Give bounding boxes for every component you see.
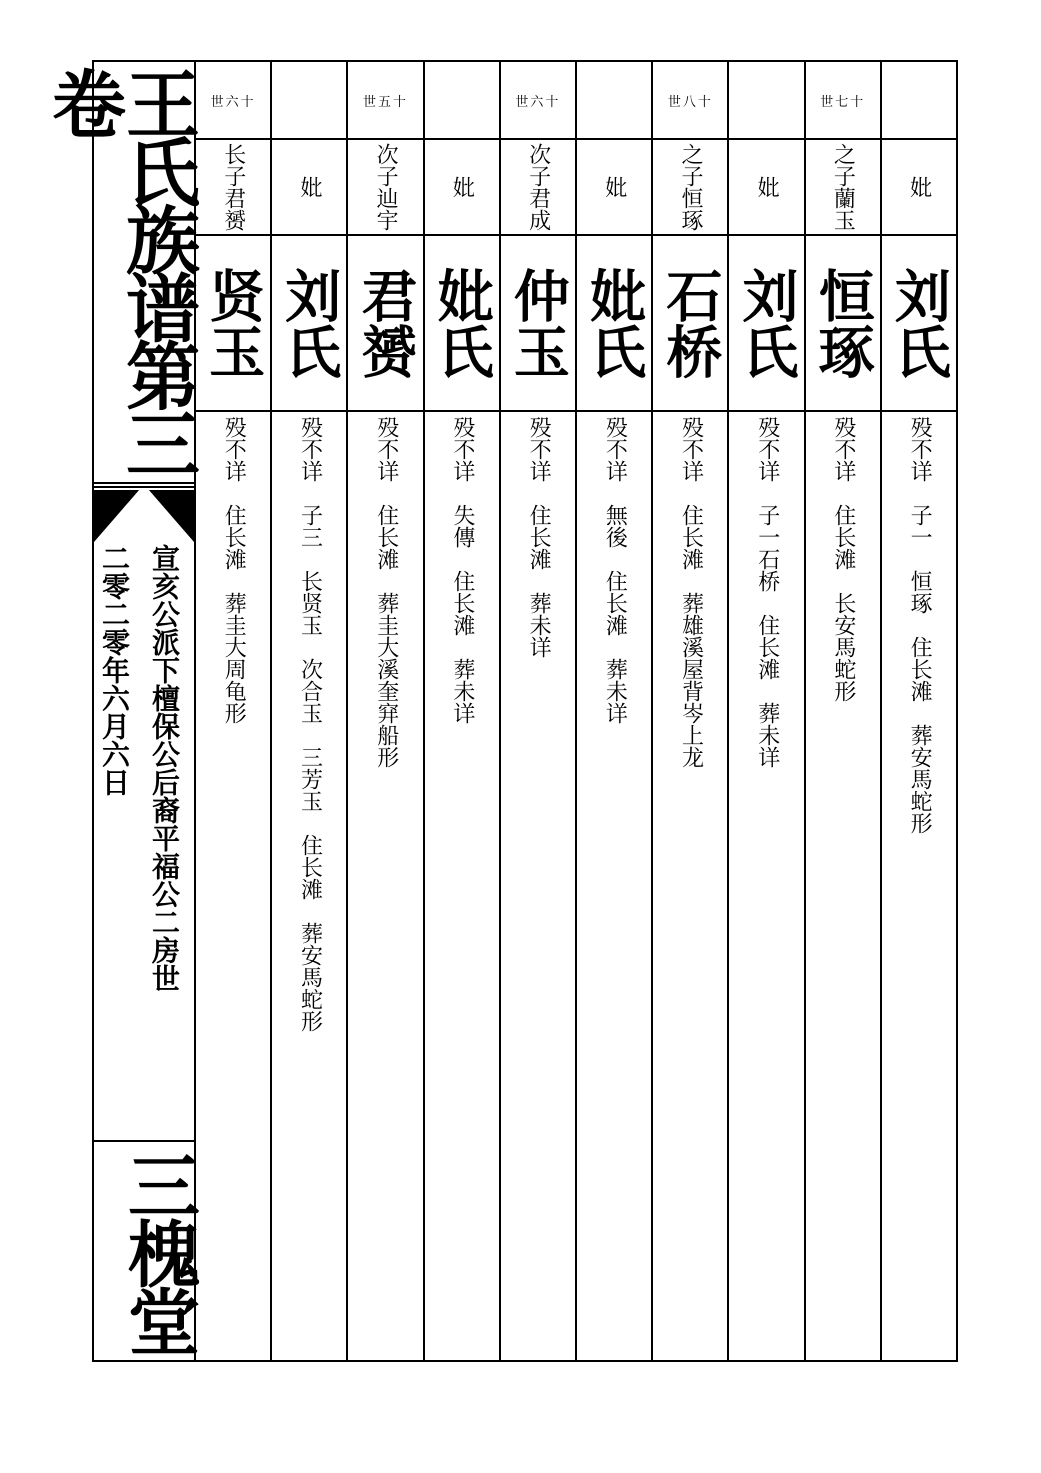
person-name: 贤玉 — [200, 267, 267, 379]
relation-label: 妣 — [754, 176, 780, 198]
entry-column — [882, 62, 956, 1360]
entry-column — [653, 62, 729, 1360]
person-notes: 殁不详 住长滩 长安馬蛇形 — [830, 416, 856, 702]
hall-divider — [94, 1140, 194, 1142]
title-divider — [94, 482, 194, 488]
generation-label: 世八十 — [667, 94, 713, 110]
book-title: 王氏族谱第三卷 — [40, 66, 200, 474]
genealogy-page — [40, 60, 958, 1362]
person-name: 恒琢 — [809, 267, 876, 379]
person-notes: 殁不详 失傳 住长滩 葬未详 — [449, 416, 475, 724]
entry-column — [501, 62, 577, 1360]
person-notes: 殁不详 住长滩 葬圭大周龟形 — [221, 416, 247, 724]
relation-label: 次子辿宇 — [373, 143, 399, 231]
relation-label: 之子恒琢 — [677, 143, 703, 231]
relation-label: 长子君赟 — [220, 143, 246, 231]
publication-date: 二零二零年六月六日 — [98, 544, 131, 796]
generation-label: 世七十 — [820, 94, 866, 110]
relation-label: 妣 — [449, 176, 475, 198]
person-notes: 殁不详 住长滩 葬圭大溪奎穽船形 — [373, 416, 399, 768]
generation-label: 世六十 — [210, 94, 256, 110]
person-notes: 殁不详 子一 恒琢 住长滩 葬安馬蛇形 — [907, 416, 933, 834]
person-name: 妣氏 — [581, 267, 648, 379]
relation-label: 之子蘭玉 — [830, 143, 856, 231]
relation-label: 次子君成 — [525, 143, 551, 231]
ribbon-ornament — [94, 490, 194, 542]
entry-column — [348, 62, 424, 1360]
person-notes: 殁不详 住长滩 葬未详 — [526, 416, 552, 658]
relation-label: 妣 — [601, 176, 627, 198]
relation-label: 妣 — [906, 176, 932, 198]
person-name: 妣氏 — [428, 267, 495, 379]
person-notes: 殁不详 住长滩 葬雄溪屋背岑上龙 — [678, 416, 704, 768]
person-name: 石桥 — [657, 267, 724, 379]
entry-column — [196, 62, 272, 1360]
person-notes: 殁不详 子三 长贤玉 次合玉 三芳玉 住长滩 葬安馬蛇形 — [297, 416, 323, 1032]
entry-column — [806, 62, 882, 1360]
person-notes: 殁不详 無後 住长滩 葬未详 — [602, 416, 628, 724]
entry-column — [272, 62, 348, 1360]
person-name: 君赟 — [352, 267, 419, 379]
person-name: 刘氏 — [276, 267, 343, 379]
relation-label: 妣 — [296, 176, 322, 198]
generation-label: 世五十 — [363, 94, 409, 110]
generation-label: 世六十 — [515, 94, 561, 110]
entry-column — [729, 62, 805, 1360]
entry-column — [425, 62, 501, 1360]
hall-name: 三槐堂 — [116, 1149, 201, 1353]
title-panel — [40, 62, 201, 1360]
book-subtitle: 宣亥公派下檀保公后裔平福公二房世 — [148, 544, 181, 992]
person-name: 仲玉 — [504, 267, 571, 379]
person-name: 刘氏 — [733, 267, 800, 379]
person-notes: 殁不详 子一石桥 住长滩 葬未详 — [754, 416, 780, 768]
entry-columns — [196, 62, 956, 1360]
person-name: 刘氏 — [885, 267, 952, 379]
entry-column — [577, 62, 653, 1360]
